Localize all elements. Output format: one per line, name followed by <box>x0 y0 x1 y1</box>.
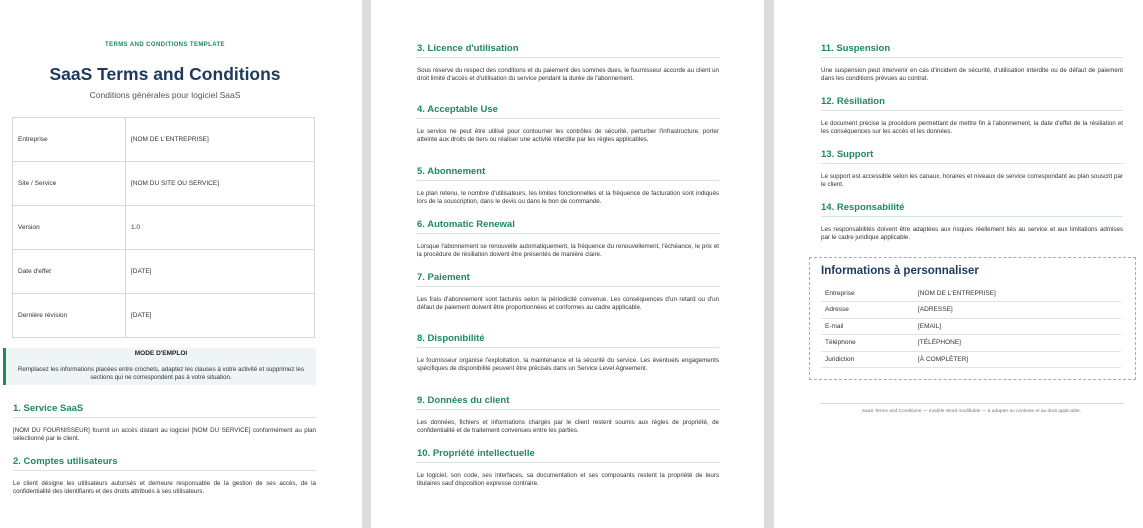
section-heading: 1. Service SaaS <box>13 403 316 418</box>
section-propriete-intellectuelle <box>417 448 719 489</box>
section-body: Le service ne peut être utilisé pour contourner les contrôles de sécurité, perturber l'infrastructure, porter atteinte aux droits de tiers ou réaliser une activité interdite par les règles applicables. <box>417 128 719 144</box>
document-page-2 <box>371 0 764 528</box>
section-body: Le fournisseur organise l'exploitation, la maintenance et la sécurité du service. Les éventuels engagements spécifiques de disponibilité peuvent être précisés dans un Service Level Agreement. <box>417 357 719 373</box>
section-resiliation <box>821 96 1123 137</box>
section-comptes-utilisateurs <box>13 456 316 497</box>
meta-key: Dernière révision <box>13 294 126 338</box>
table-row <box>821 351 1121 368</box>
section-donnees-client <box>417 395 719 436</box>
section-heading: 6. Automatic Renewal <box>417 219 719 234</box>
section-body: Les données, fichiers et informations chargés par le client restent soumis aux règles de propriété, de confidentialité et de traitement convenues entre les parties. <box>417 419 719 435</box>
section-heading: 13. Support <box>821 149 1123 164</box>
field-value: [TÉLÉPHONE] <box>914 335 1121 352</box>
document-page-3 <box>774 0 1143 528</box>
section-suspension <box>821 43 1123 84</box>
section-support <box>821 149 1123 190</box>
section-heading: 10. Propriété intellectuelle <box>417 448 719 463</box>
meta-key: Date d'effet <box>13 250 126 294</box>
section-body: Le plan retenu, le nombre d'utilisateurs, les limites fonctionnelles et la fréquence de facturation sont indiqués lors de la souscription, dans le devis ou dans le bon de commande. <box>417 190 719 206</box>
section-body: Le document précise la procédure permettant de mettre fin à l'abonnement, la date d'effet de la résiliation et les conséquences sur les accès et les données. <box>821 120 1123 136</box>
field-key: Adresse <box>821 302 914 319</box>
field-value: [EMAIL] <box>914 318 1121 335</box>
field-value: [NOM DE L'ENTREPRISE] <box>914 285 1121 302</box>
meta-key: Entreprise <box>13 118 126 162</box>
section-responsabilite <box>821 202 1123 243</box>
table-row <box>821 335 1121 352</box>
field-key: Juridiction <box>821 351 914 368</box>
field-value: [À COMPLÉTER] <box>914 351 1121 368</box>
section-licence <box>417 43 719 84</box>
section-heading: 11. Suspension <box>821 43 1123 58</box>
section-heading: 14. Responsabilité <box>821 202 1123 217</box>
field-key: Entreprise <box>821 285 914 302</box>
section-abonnement <box>417 166 719 207</box>
table-row <box>13 206 315 250</box>
section-body: Lorsque l'abonnement se renouvelle automatiquement, la fréquence du renouvellement, l'échéance, le prix et la procédure de résiliation doivent être présentés de manière claire. <box>417 243 719 259</box>
section-heading: 5. Abonnement <box>417 166 719 181</box>
section-heading: 2. Comptes utilisateurs <box>13 456 316 471</box>
section-service-saas <box>13 403 316 444</box>
usage-note-text: Remplacez les informations placées entre crochets, adaptez les clauses à votre activité et supprimez les sections qui ne correspondent pas à votre situation. <box>17 366 305 382</box>
meta-value: [DATE] <box>126 294 315 338</box>
table-row <box>13 250 315 294</box>
section-body: [NOM DU FOURNISSEUR] fournit un accès distant au logiciel [NOM DU SERVICE] conformément au plan sélectionné par le client. <box>13 427 316 443</box>
table-row <box>13 294 315 338</box>
section-body: Sous réserve du respect des conditions et du paiement des sommes dues, le fournisseur accorde au client un droit limité d'accès et d'utilisation du service pendant la durée de l'abonnement. <box>417 67 719 83</box>
document-title: SaaS Terms and Conditions <box>49 64 281 84</box>
section-disponibilite <box>417 333 719 374</box>
section-heading: 3. Licence d'utilisation <box>417 43 719 58</box>
section-heading: 9. Données du client <box>417 395 719 410</box>
usage-note-box <box>3 348 316 385</box>
section-heading: 7. Paiement <box>417 272 719 287</box>
section-heading: 8. Disponibilité <box>417 333 719 348</box>
document-metadata-table <box>12 117 315 338</box>
section-heading: 12. Résiliation <box>821 96 1123 111</box>
custom-info-box <box>809 257 1136 380</box>
section-body: Une suspension peut intervenir en cas d'incident de sécurité, d'utilisation interdite ou de défaut de paiement dans les conditions prévues au contrat. <box>821 67 1123 83</box>
usage-note-title: MODE D'EMPLOI <box>134 350 188 357</box>
template-kicker: TERMS AND CONDITIONS TEMPLATE <box>105 42 225 48</box>
section-body: Le client désigne les utilisateurs autorisés et demeure responsable de la gestion de ses accès, de la confidentialité des identifiants et des droits attribués à ses utilisateurs. <box>13 480 316 496</box>
meta-value: [NOM DE L'ENTREPRISE] <box>126 118 315 162</box>
field-key: E-mail <box>821 318 914 335</box>
meta-key: Version <box>13 206 126 250</box>
section-heading: 4. Acceptable Use <box>417 104 719 119</box>
meta-value: [DATE] <box>126 250 315 294</box>
meta-value: [NOM DU SITE OU SERVICE] <box>126 162 315 206</box>
section-body: Le logiciel, son code, ses interfaces, sa documentation et ses composants restent la propriété de leurs titulaires sauf disposition expresse contraire. <box>417 472 719 488</box>
page-footer: SaaS Terms and Conditions — modèle Word modifiable — à adapter au contexte et au droit applicable. <box>819 403 1124 414</box>
custom-info-title: Informations à personnaliser <box>821 265 979 277</box>
section-paiement <box>417 272 719 313</box>
section-body: Les frais d'abonnement sont facturés selon la périodicité convenue. Les conséquences d'un retard ou d'un défaut de paiement doivent être proportionnées et conformes au cadre applicable. <box>417 296 719 312</box>
table-row <box>13 162 315 206</box>
table-row <box>821 285 1121 302</box>
table-row <box>13 118 315 162</box>
table-row <box>821 302 1121 319</box>
section-automatic-renewal <box>417 219 719 260</box>
field-key: Téléphone <box>821 335 914 352</box>
meta-key: Site / Service <box>13 162 126 206</box>
custom-info-table <box>821 285 1121 368</box>
meta-value: 1.0 <box>126 206 315 250</box>
field-value: [ADRESSE] <box>914 302 1121 319</box>
document-subtitle: Conditions générales pour logiciel SaaS <box>89 90 241 100</box>
document-page-1 <box>0 0 362 528</box>
section-body: Les responsabilités doivent être adaptées aux risques réellement liés au service et aux limitations admises par le cadre juridique applicable. <box>821 226 1123 242</box>
table-row <box>821 318 1121 335</box>
section-body: Le support est accessible selon les canaux, horaires et niveaux de service correspondant au plan souscrit par le client. <box>821 173 1123 189</box>
section-acceptable-use <box>417 104 719 145</box>
